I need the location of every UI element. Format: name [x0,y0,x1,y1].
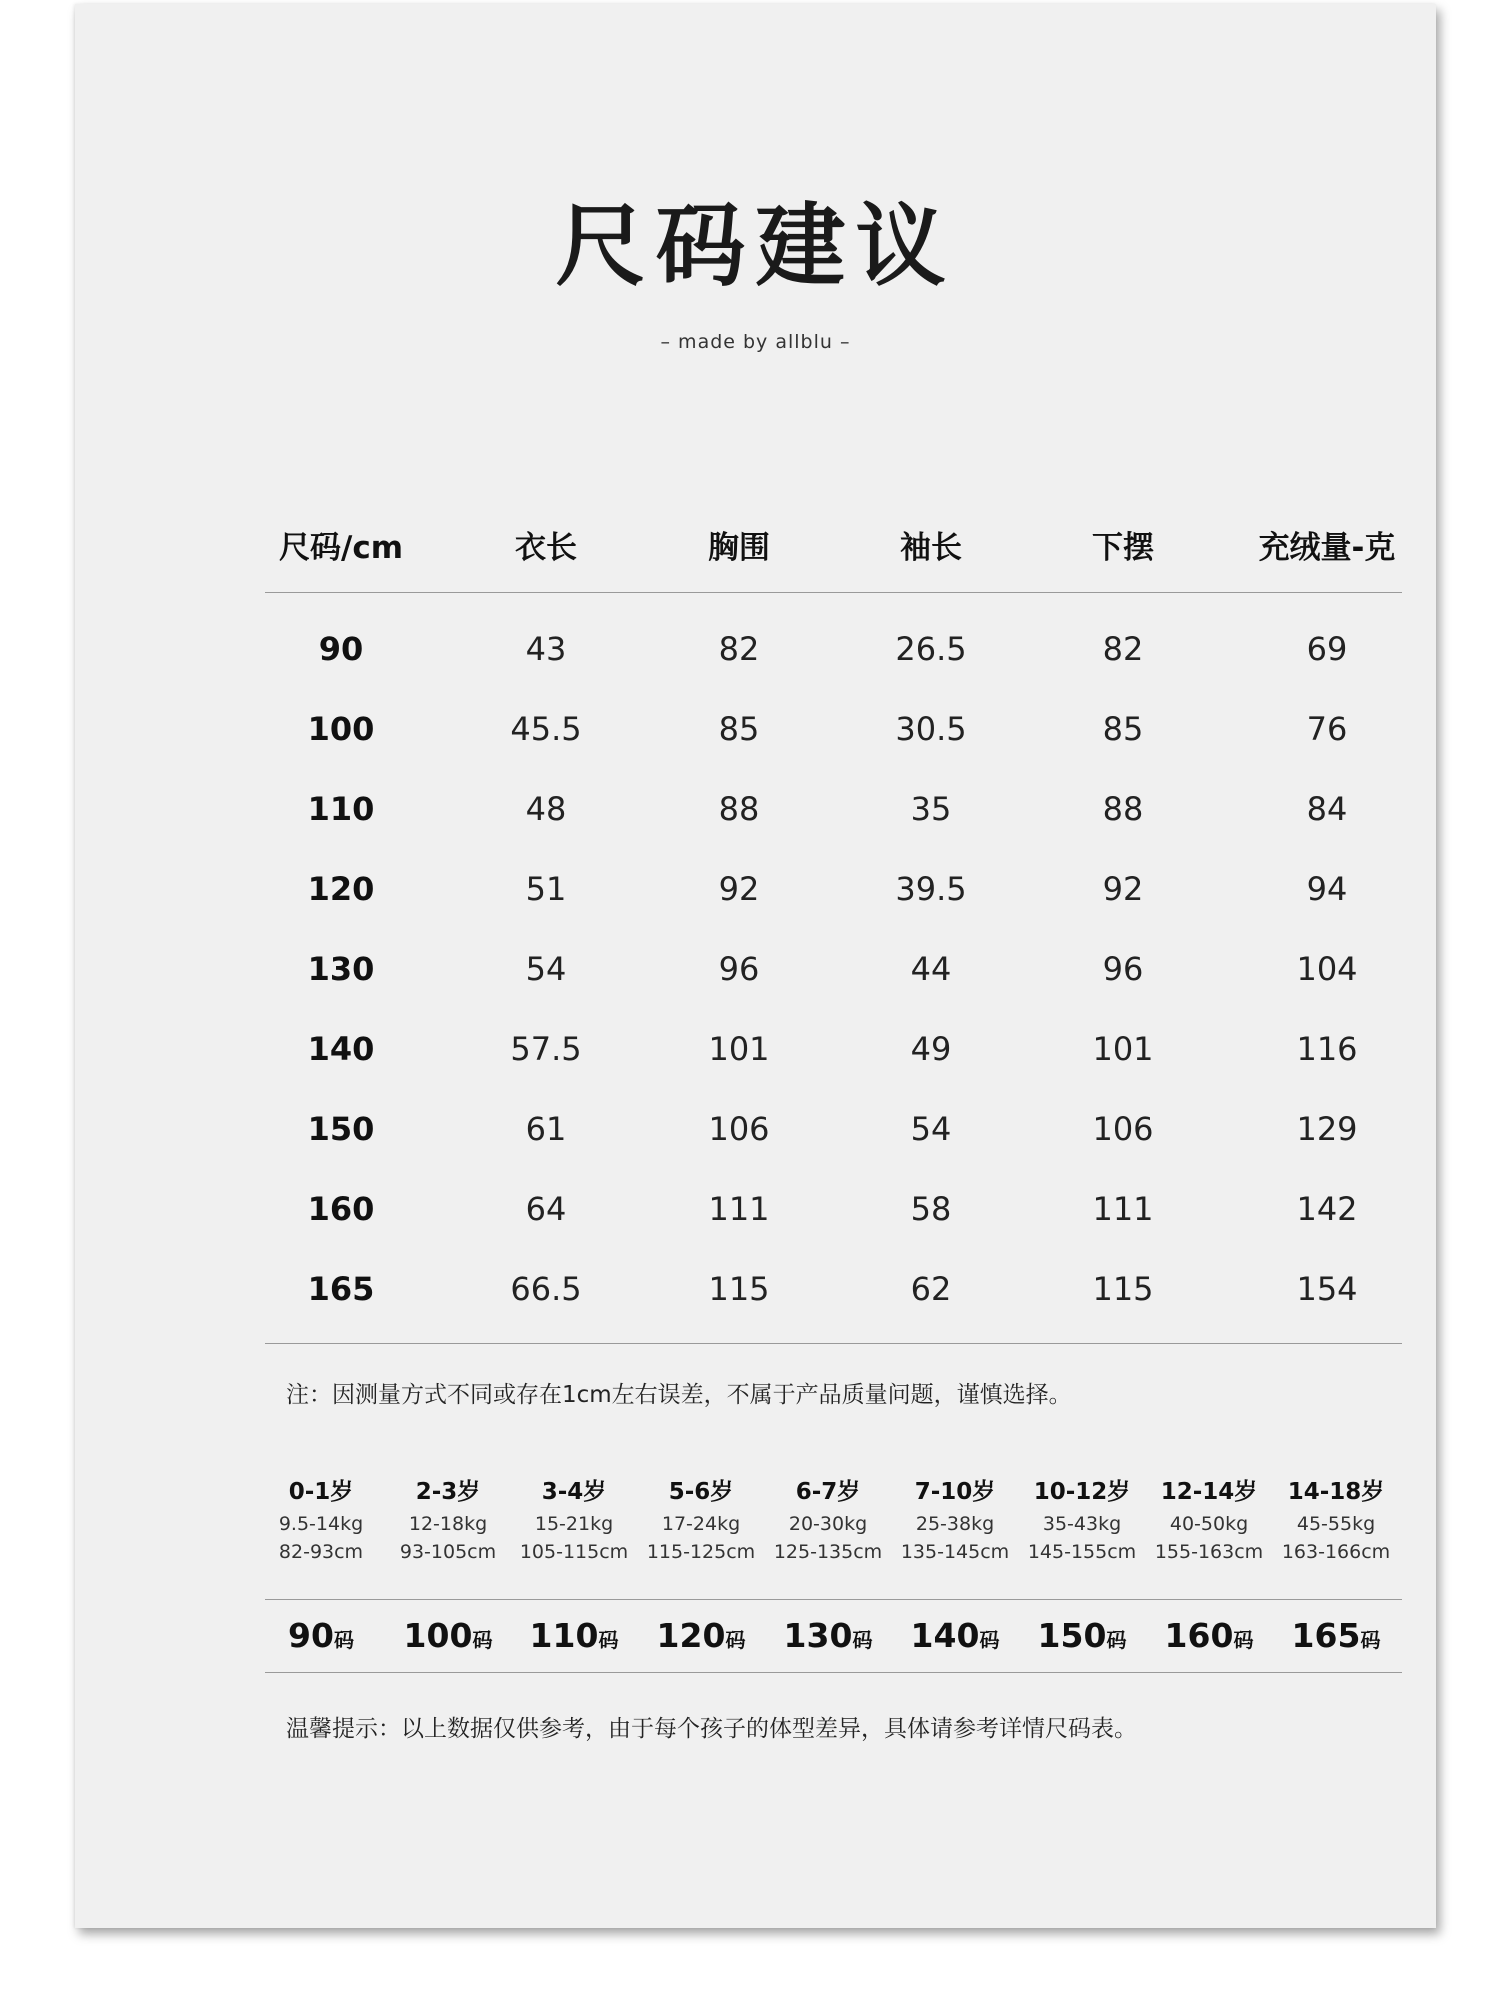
size-cell: 130 [307,950,375,988]
sleeve-cell: 26.5 [895,630,967,668]
weight-range: 40-50kg [1169,1513,1249,1535]
size-code [404,1616,493,1655]
sleeve-cell: 54 [910,1110,952,1148]
length-cell: 48 [525,790,567,828]
sleeve-cell: 44 [910,950,952,988]
age-column [1273,1474,1400,1566]
age-column [1146,1474,1273,1566]
length-cell: 61 [525,1110,567,1148]
sleeve-cell: 58 [910,1190,952,1228]
size-code-suffix: 码 [472,1628,493,1652]
size-code [657,1616,746,1655]
size-table [265,504,1402,1344]
weight-range: 20-30kg [788,1513,868,1535]
size-code-number: 110 [529,1616,599,1655]
down-fill-cell: 84 [1306,790,1348,828]
page-title: 尺码建议 [555,194,956,299]
age-label: 2-3岁 [415,1479,481,1505]
chest-cell: 96 [718,950,760,988]
weight-range: 12-18kg [408,1513,488,1535]
size-cell: 160 [307,1190,375,1228]
length-cell: 66.5 [510,1270,582,1308]
length-cell: 45.5 [510,710,582,748]
hem-cell: 115 [1092,1270,1154,1308]
size-code-suffix: 码 [852,1628,873,1652]
size-code [911,1616,1000,1655]
age-label: 12-14岁 [1160,1479,1258,1505]
age-column [258,1474,385,1566]
header-down-fill: 充绒量-克 [1258,530,1396,566]
table-row [265,1248,1402,1328]
header-hem: 下摆 [1092,530,1154,566]
header-chest: 胸围 [708,530,770,566]
table-row [265,928,1402,1008]
table-row [265,688,1402,768]
table-row [265,608,1402,688]
age-label: 14-18岁 [1287,1479,1385,1505]
down-fill-cell: 104 [1296,950,1358,988]
weight-range: 45-55kg [1296,1513,1376,1535]
size-code-suffix: 码 [333,1628,354,1652]
size-cell: 100 [307,710,375,748]
age-column [892,1474,1019,1566]
hem-cell: 96 [1102,950,1144,988]
sleeve-cell: 39.5 [895,870,967,908]
length-cell: 54 [525,950,567,988]
age-size-guide [265,1474,1402,1673]
hem-cell: 101 [1092,1030,1154,1068]
age-column [385,1474,512,1566]
length-cell: 51 [525,870,567,908]
age-label: 5-6岁 [668,1479,734,1505]
chest-cell: 92 [718,870,760,908]
size-code [784,1616,873,1655]
size-code-suffix: 码 [979,1628,1000,1652]
height-range: 145-155cm [1027,1541,1137,1563]
size-code-row [265,1600,1402,1673]
hem-cell: 82 [1102,630,1144,668]
size-code-suffix: 码 [1233,1628,1254,1652]
size-cell: 165 [307,1270,375,1308]
age-label: 7-10岁 [914,1479,996,1505]
age-label: 0-1岁 [288,1479,354,1505]
age-label: 10-12岁 [1033,1479,1131,1505]
size-code-number: 130 [783,1616,853,1655]
header-length: 衣长 [515,530,577,566]
sleeve-cell: 62 [910,1270,952,1308]
age-label: 3-4岁 [541,1479,607,1505]
hem-cell: 111 [1092,1190,1154,1228]
down-fill-cell: 142 [1296,1190,1358,1228]
size-code-number: 100 [403,1616,473,1655]
hem-cell: 85 [1102,710,1144,748]
down-fill-cell: 116 [1296,1030,1358,1068]
length-cell: 57.5 [510,1030,582,1068]
size-cell: 140 [307,1030,375,1068]
weight-range: 15-21kg [534,1513,614,1535]
table-row [265,1008,1402,1088]
down-fill-cell: 69 [1306,630,1348,668]
age-column [638,1474,765,1566]
age-label: 6-7岁 [795,1479,861,1505]
size-code-number: 140 [910,1616,980,1655]
height-range: 105-115cm [519,1541,629,1563]
chest-cell: 106 [708,1110,770,1148]
size-code [1038,1616,1127,1655]
down-fill-cell: 129 [1296,1110,1358,1148]
size-code-number: 120 [656,1616,726,1655]
height-range: 155-163cm [1154,1541,1264,1563]
age-column [1019,1474,1146,1566]
sleeve-cell: 30.5 [895,710,967,748]
height-range: 115-125cm [646,1541,756,1563]
age-column [765,1474,892,1566]
table-row [265,768,1402,848]
table-row [265,1088,1402,1168]
size-code [288,1616,354,1655]
size-code [1292,1616,1381,1655]
chest-cell: 85 [718,710,760,748]
size-code-suffix: 码 [1360,1628,1381,1652]
size-cell: 110 [307,790,375,828]
length-cell: 64 [525,1190,567,1228]
size-code-suffix: 码 [598,1628,619,1652]
size-code-suffix: 码 [1106,1628,1127,1652]
height-range: 82-93cm [278,1541,364,1563]
height-range: 135-145cm [900,1541,1010,1563]
page-subtitle: – made by allblu – [660,331,851,353]
weight-range: 17-24kg [661,1513,741,1535]
age-column [511,1474,638,1566]
size-table-body [265,593,1402,1344]
size-cell: 90 [318,630,364,668]
chest-cell: 82 [718,630,760,668]
measurement-note: 注：因测量方式不同或存在1cm左右误差，不属于产品质量问题，谨慎选择。 [286,1382,1072,1408]
size-code-suffix: 码 [725,1628,746,1652]
age-guide-details [265,1474,1402,1600]
height-range: 163-166cm [1281,1541,1391,1563]
size-code-number: 165 [1291,1616,1361,1655]
size-cell: 120 [307,870,375,908]
size-code-number: 160 [1164,1616,1234,1655]
size-code-number: 90 [288,1616,334,1655]
size-guide-sheet [75,4,1436,1928]
hem-cell: 106 [1092,1110,1154,1148]
height-range: 93-105cm [399,1541,497,1563]
down-fill-cell: 76 [1306,710,1348,748]
header-sleeve: 袖长 [900,530,962,566]
header-size: 尺码/cm [279,530,403,566]
sleeve-cell: 49 [910,1030,952,1068]
chest-cell: 111 [708,1190,770,1228]
table-row [265,848,1402,928]
size-code [1165,1616,1254,1655]
down-fill-cell: 154 [1296,1270,1358,1308]
hem-cell: 92 [1102,870,1144,908]
size-table-header [265,504,1402,593]
size-code [530,1616,619,1655]
chest-cell: 101 [708,1030,770,1068]
size-cell: 150 [307,1110,375,1148]
weight-range: 35-43kg [1042,1513,1122,1535]
chest-cell: 115 [708,1270,770,1308]
height-range: 125-135cm [773,1541,883,1563]
down-fill-cell: 94 [1306,870,1348,908]
weight-range: 9.5-14kg [278,1513,364,1535]
hem-cell: 88 [1102,790,1144,828]
size-code-number: 150 [1037,1616,1107,1655]
chest-cell: 88 [718,790,760,828]
friendly-tip: 温馨提示：以上数据仅供参考，由于每个孩子的体型差异，具体请参考详情尺码表。 [286,1716,1137,1742]
length-cell: 43 [525,630,567,668]
weight-range: 25-38kg [915,1513,995,1535]
sleeve-cell: 35 [910,790,952,828]
table-row [265,1168,1402,1248]
